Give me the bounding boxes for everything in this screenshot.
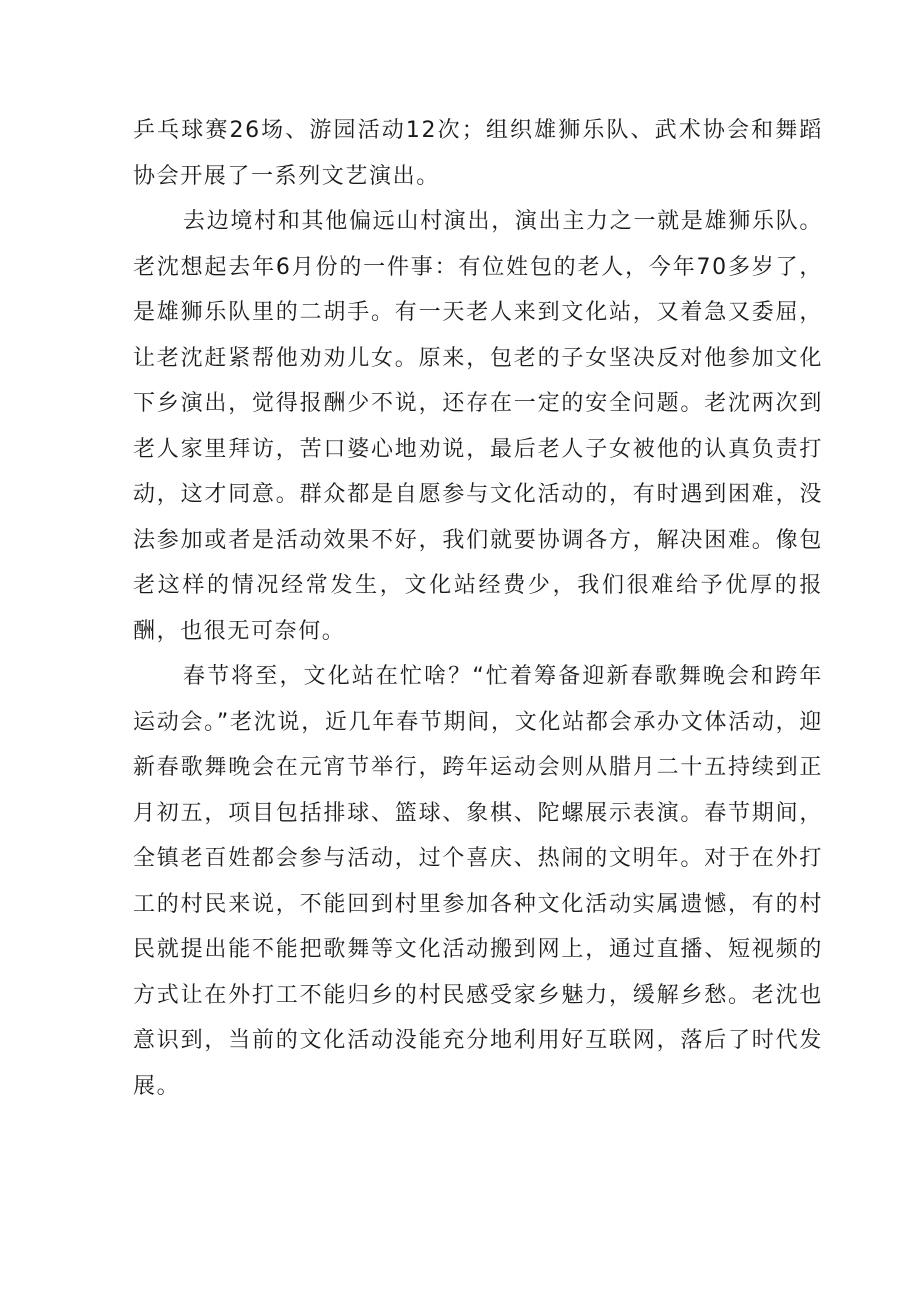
article-body	[133, 108, 823, 1109]
paragraph-continued: 乒乓球赛26场、游园活动12次；组织雄狮乐队、武术协会和舞蹈协会开展了一系列文艺演出。	[133, 118, 823, 189]
paragraph-band-performance: 去边境村和其他偏远山村演出，演出主力之一就是雄狮乐队。老沈想起去年6月份的一件事：有位姓包的老人，今年70多岁了，是雄狮乐队里的二胡手。有一天老人来到文化站，又着急又委屈，让老沈赶紧帮他劝劝儿女。原来，包老的子女坚决反对他参加文化下乡演出，觉得报酬少不说，还存在一定的安全问题。老沈两次到老人家里拜访，苦口婆心地劝说，最后老人子女被他的认真负责打动，这才同意。群众都是自愿参与文化活动的，有时遇到困难，没法参加或者是活动效果不好，我们就要协调各方，解决困难。像包老这样的情况经常发生，文化站经费少，我们很难给予优厚的报酬，也很无可奈何。	[133, 209, 823, 644]
paragraph-spring-festival: 春节将至，文化站在忙啥？“忙着筹备迎新春歌舞晚会和跨年运动会。”老沈说，近几年春节期间，文化站都会承办文体活动，迎新春歌舞晚会在元宵节举行，跨年运动会则从腊月二十五持续到正月初五，项目包括排球、篮球、象棋、陀螺展示表演。春节期间，全镇老百姓都会参与活动，过个喜庆、热闹的文明年。对于在外打工的村民来说，不能回到村里参加各种文化活动实属遗憾，有的村民就提出能不能把歌舞等文化活动搬到网上，通过直播、短视频的方式让在外打工不能归乡的村民感受家乡魅力，缓解乡愁。老沈也意识到，当前的文化活动没能充分地利用好互联网，落后了时代发展。	[133, 664, 823, 1099]
